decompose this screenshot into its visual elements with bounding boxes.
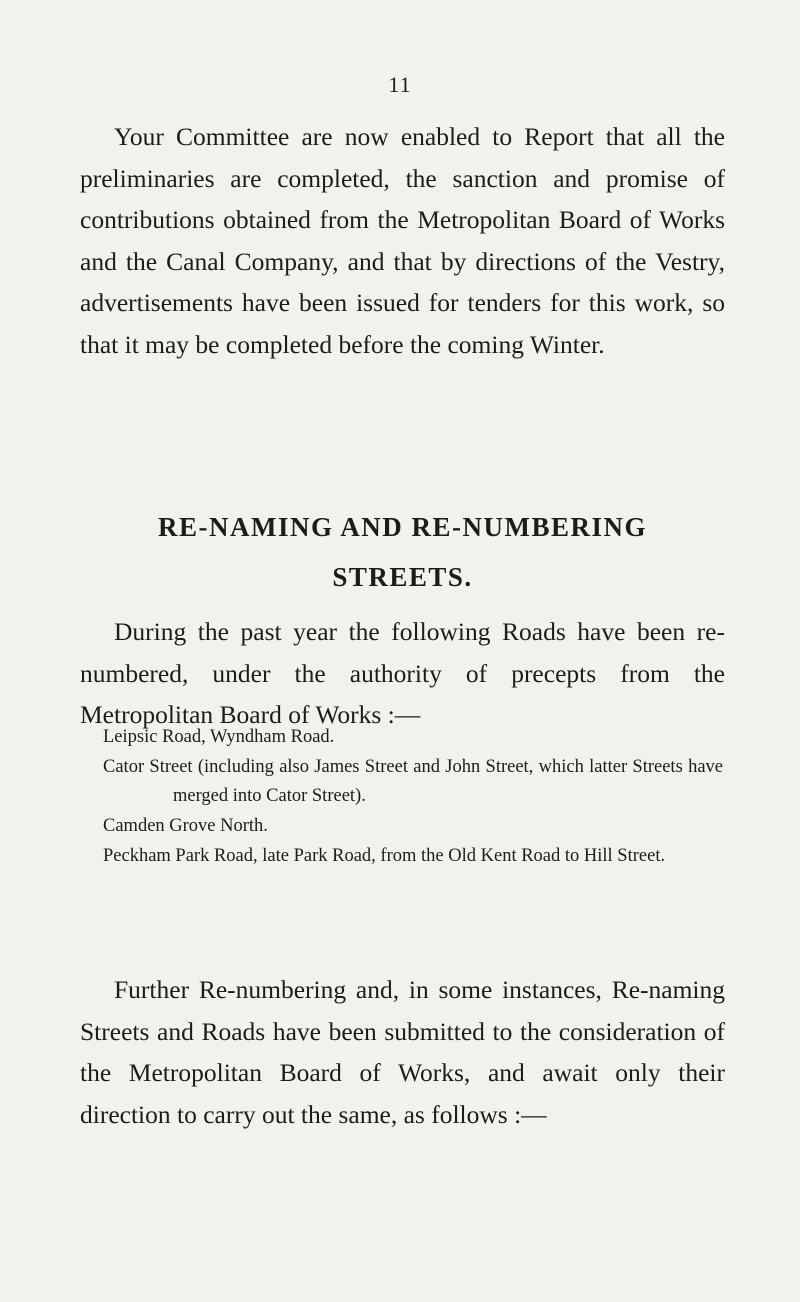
list-item: Peckham Park Road, late Park Road, from the Old Kent Road to Hill Street.: [103, 846, 666, 866]
section-heading: [80, 502, 725, 602]
list-item: Cator Street (including also James Street and John Street, which latter Streets have merged into Cator Street).: [103, 757, 723, 806]
further-paragraph: Further Re-numbering and, in some instances, Re-naming Streets and Roads have been submitted to the consideration of the Metropolitan Board of Works, and await only their direction to carry out the same, as follows :—: [80, 975, 725, 1129]
section-heading-line2: STREETS.: [332, 562, 473, 592]
section-heading-line1: RE-NAMING AND RE-NUMBERING: [158, 512, 647, 542]
road-list: [103, 723, 723, 872]
intro-paragraph: During the past year the following Roads have been re-numbered, under the authority of precepts from the Metropolitan Board of Works :—: [80, 617, 725, 729]
list-item: Camden Grove North.: [103, 816, 268, 836]
list-item: Leipsic Road, Wyndham Road.: [103, 727, 335, 747]
report-paragraph: Your Committee are now enabled to Report that all the preliminaries are completed, the sanction and promise of contributions obtained from the Metropolitan Board of Works and the Canal Company, and that by directions of the Vestry, advertisements have been issued for tenders for this work, so that it may be completed before the coming Winter.: [80, 122, 725, 359]
page-number: 11: [388, 72, 412, 97]
